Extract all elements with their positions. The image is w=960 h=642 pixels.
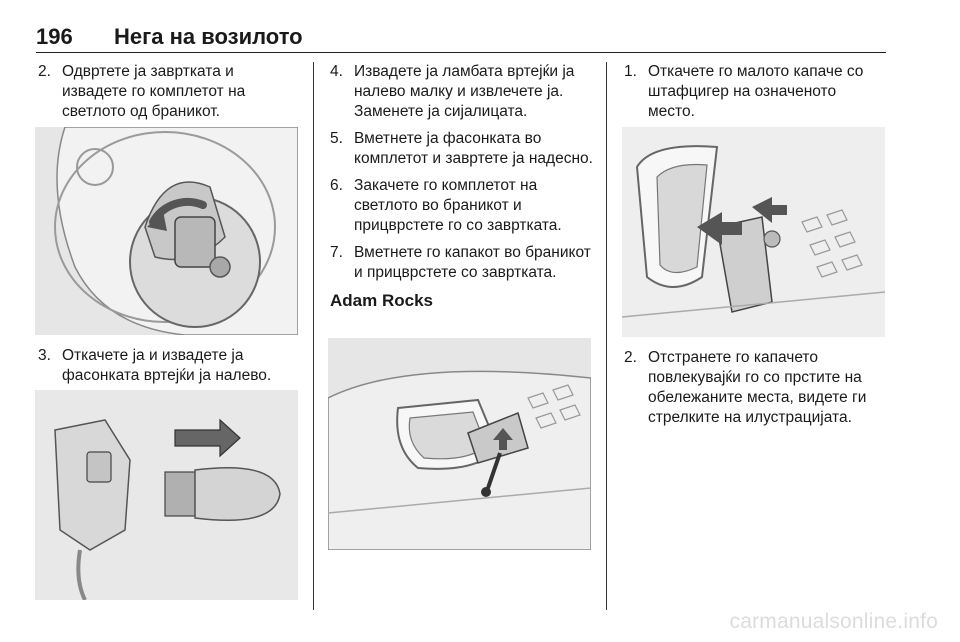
page-header	[36, 22, 886, 53]
step-text: Вметнете го капакот во браникот и прицврстете со завртката.	[354, 244, 591, 281]
step-5	[330, 129, 595, 169]
step-number: 7.	[330, 244, 343, 261]
section-heading: Adam Rocks	[330, 291, 433, 310]
step-text: Одвртете ја завртката и извадете го комплетот на светлото од браникот.	[62, 63, 246, 120]
step-number: 2.	[38, 63, 51, 80]
step-number: 5.	[330, 130, 343, 147]
step-4	[330, 62, 595, 122]
step-text: Закачете го комплетот на светлото во браникот и прицврстете го со завртката.	[354, 177, 562, 234]
column-divider-left	[313, 62, 314, 610]
page-title: Нега на возилото	[114, 24, 303, 49]
step-text: Вметнете ја фасонката во комплетот и завртете ја надесно.	[354, 130, 593, 167]
figure-adam-rocks-bumper	[328, 338, 591, 550]
column-3-lower	[624, 348, 886, 435]
step-text: Отстранете го капачето повлекувајќи го со прстите на обележаните места, видете ги стрелките на илустрацијата.	[648, 349, 867, 426]
step-number: 4.	[330, 63, 343, 80]
step-number: 2.	[624, 349, 637, 366]
column-divider-right	[606, 62, 607, 610]
step-text: Извадете ја ламбата вртејќи ја налево малку и извлечете ја. Заменете ја сијалицата.	[354, 63, 575, 120]
figure-headlamp-assembly	[35, 127, 298, 335]
column-2	[330, 62, 595, 317]
figure-cover-removal	[622, 127, 885, 337]
step-text: Откачете ја и извадете ја фасонката вртејќи ја налево.	[62, 347, 272, 384]
step-1	[624, 62, 886, 122]
column-1	[38, 62, 300, 129]
step-number: 1.	[624, 63, 637, 80]
figure-bulb-socket	[35, 390, 298, 600]
step-number: 3.	[38, 347, 51, 364]
column-1-lower	[38, 346, 300, 393]
step-6	[330, 176, 595, 236]
step-3	[38, 346, 300, 386]
page-number: 196	[36, 24, 73, 49]
step-7	[330, 243, 595, 283]
step-2	[38, 62, 300, 122]
step-text: Откачете го малото капаче со штафцигер на означеното место.	[648, 63, 864, 120]
watermark: carmanualsonline.info	[729, 610, 938, 633]
step-2	[624, 348, 886, 428]
step-number: 6.	[330, 177, 343, 194]
column-3	[624, 62, 886, 129]
